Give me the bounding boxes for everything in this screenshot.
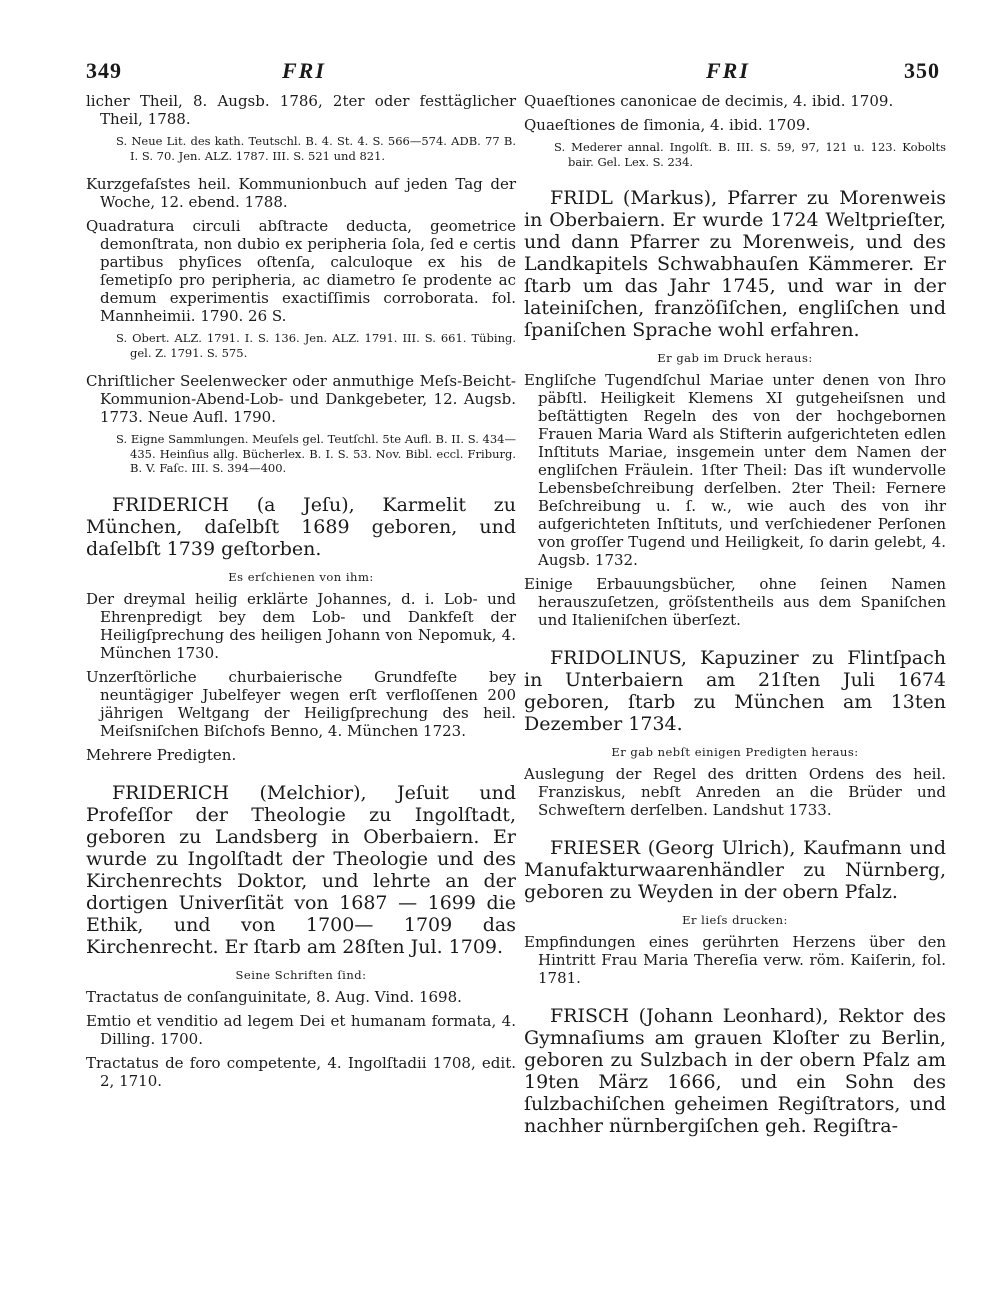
list-item: Auslegung der Regel des dritten Ordens des heil. Franziskus, nebſt Anreden an die Brüder und Schweſtern derſelben. Landshut 1733.	[524, 765, 946, 819]
list-item: Engliſche Tugendſchul Mariae unter denen von Ihro päbſtl. Heiligkeit Klemens XI gutgeheiſsnen und beſtättigten Regeln des von der hochgebornen Frauen Maria Ward als Stifterin aufgerichteten edlen Inſtituts Mariae, insgemein unter dem Namen der engliſchen Fräulein. 1ſter Theil: Das iſt wundervolle Lebensbeſchreibung derſelben. 2ter Theil: Fernere Beſchreibung u. ſ. w., wie auch des von ihr aufgerichteten Inſtituts, und verſchiedener Perſonen von groſſer Tugend und Heiligkeit, ſo darin gelebt, 4. Augsb. 1732.	[524, 371, 946, 569]
page-number-right: 350	[904, 58, 940, 83]
list-item: Quadratura circuli abſtracte deducta, geometrice demonſtrata, non dubio ex peripheria ſola, ſed e certis partibus phyſices oſtenſa, calculoque ex his de ſemetipſo pro peripheria, ac diametro ſe prodente ac demum experimentis exactiſſimis corroborata. fol. Mannheimii. 1790. 26 S.	[86, 217, 516, 325]
section-caption: Er gab im Druck heraus:	[657, 351, 813, 365]
page-number-left: 349	[86, 58, 122, 83]
source-note: S. Eigne Sammlungen. Meuſels gel. Teutſchl. 5te Aufl. B. II. S. 434—435. Heinſius allg. Bücherlex. B. I. S. 53. Nov. Bibl. eccl. Friburg. B. V. Faſc. III. S. 394—400.	[116, 432, 516, 475]
biography-entry: FRIDERICH (a Jeſu), Karmelit zu München, daſelbſt 1689 geboren, und daſelbſt 1739 geſtorben.	[86, 493, 516, 560]
list-item: Chriſtlicher Seelenwecker oder anmuthige Meſs-Beicht-Kommunion-Abend-Lob- und Dankgebeter, 12. Augsb. 1773. Neue Aufl. 1790.	[86, 372, 516, 426]
biography-entry: FRISCH (Johann Leonhard), Rektor des Gymnaſiums am grauen Kloſter zu Berlin, geboren zu Sulzbach in der obern Pfalz am 19ten März 1666, und ein Sohn des ſulzbachiſchen geheimen Regiſtrators, und nachher nürnbergiſchen geh. Regiſtra-	[524, 1005, 946, 1137]
section-caption: Er lieſs drucken:	[682, 913, 788, 927]
list-item: Mehrere Predigten.	[86, 745, 237, 764]
list-item: Unzerſtörliche churbaierische Grundfeſte bey neuntägiger Jubelfeyer wegen erſt verfloſſenen 200 jährigen Weltgang der Heiligſprechung des heil. Meiſsniſchen Biſchofs Benno, 4. München 1723.	[86, 667, 516, 740]
list-item: Quaeſtiones canonicae de decimis, 4. ibid. 1709.	[524, 92, 894, 110]
list-item: Der dreymal heilig erklärte Johannes, d. i. Lob- und Ehrenpredigt bey dem Lob- und Dankfeſt der Heiligſprechung des heiligen Johann von Nepomuk, 4. München 1730.	[86, 589, 516, 662]
source-note: S. Mederer annal. Ingolſt. B. III. S. 59, 97, 121 u. 123. Kobolts bair. Gel. Lex. S. 234.	[554, 140, 946, 169]
section-caption: Seine Schriften ſind:	[235, 967, 367, 982]
biography-entry: FRIESER (Georg Ulrich), Kaufmann und Manufakturwaarenhändler zu Nürnberg, geboren zu Weyden in der obern Pfalz.	[524, 837, 946, 903]
biography-entry: FRIDL (Markus), Pfarrer zu Morenweis in Oberbaiern. Er wurde 1724 Weltprieſter, und dann Pfarrer zu Morenweis, und des Landkapitels Schwabhauſen Kämmerer. Er ſtarb um das Jahr 1745, und war in der lateiniſchen, franzöſiſchen, engliſchen und ſpaniſchen Sprache wohl erfahren.	[524, 187, 946, 341]
list-item: Einige Erbauungsbücher, ohne ſeinen Namen herauszuſetzen, gröſstentheils aus dem Spaniſchen und Italieniſchen überſezt.	[524, 575, 946, 629]
list-item: Empfindungen eines gerührten Herzens über den Hintritt Frau Maria Thereſia verw. röm. Kaiſerin, fol. 1781.	[524, 933, 946, 987]
right-column	[524, 92, 946, 1145]
list-item: licher Theil, 8. Augsb. 1786, 2ter oder festtäglicher Theil, 1788.	[86, 92, 516, 128]
list-item: Quaeſtiones de ſimonia, 4. ibid. 1709.	[524, 116, 811, 134]
section-caption: Er gab nebſt einigen Predigten heraus:	[611, 745, 859, 759]
list-item: Tractatus de foro competente, 4. Ingolſtadii 1708, edit. 2, 1710.	[86, 1053, 516, 1090]
biography-entry: FRIDOLINUS, Kapuziner zu Flintſpach in Unterbaiern am 21ſten Juli 1674 geboren, ſtarb zu München am 13ten Dezember 1734.	[524, 647, 946, 735]
list-item: Kurzgefaſstes heil. Kommunionbuch auf jeden Tag der Woche, 12. ebend. 1788.	[86, 175, 516, 211]
list-item: Tractatus de conſanguinitate, 8. Aug. Vind. 1698.	[86, 987, 462, 1006]
biography-entry: FRIDERICH (Melchior), Jeſuit und Profeſſor der Theologie zu Ingolſtadt, geboren zu Landsberg in Oberbaiern. Er wurde zu Ingolſtadt der Theologie und des Kirchenrechts Doktor, und lehrte an der dortigen Univerſität von 1687 — 1699 die Ethik, und von 1700— 1709 das Kirchenrecht. Er ſtarb am 28ſten Jul. 1709.	[86, 781, 516, 958]
running-head-left: FRI	[282, 58, 326, 83]
list-item: Emtio et venditio ad legem Dei et humanam formata, 4. Dilling. 1700.	[86, 1011, 516, 1048]
running-head-right: FRI	[706, 58, 750, 83]
left-column	[86, 92, 516, 1096]
source-note: S. Obert. ALZ. 1791. I. S. 136. Jen. ALZ. 1791. III. S. 661. Tübing. gel. Z. 1791. S. 575.	[116, 331, 516, 360]
source-note: S. Neue Lit. des kath. Teutschl. B. 4. St. 4. S. 566—574. ADB. 77 B. I. S. 70. Jen. ALZ. 1787. III. S. 521 und 821.	[116, 134, 516, 163]
section-caption: Es erſchienen von ihm:	[228, 569, 374, 584]
